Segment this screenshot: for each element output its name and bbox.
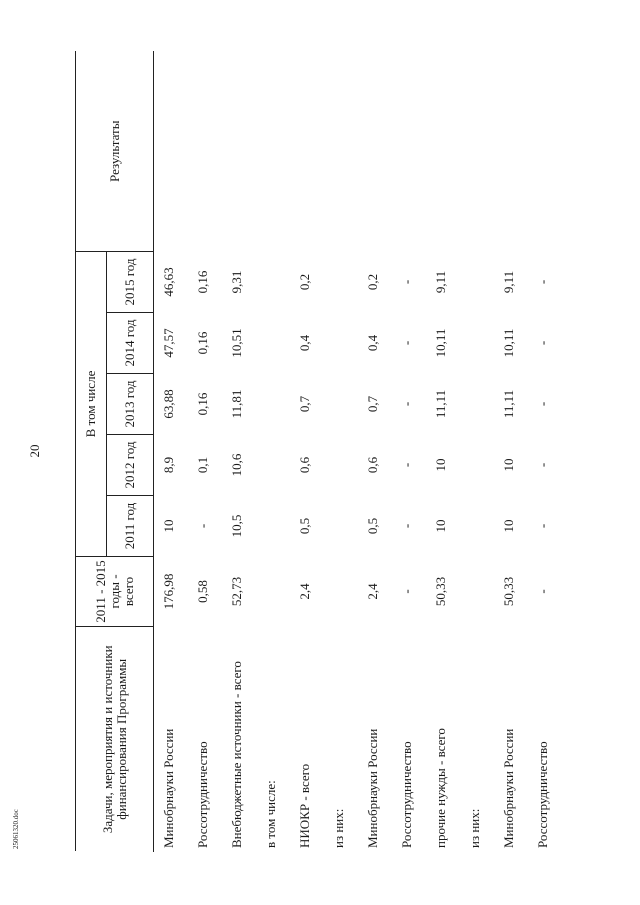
year-value: - bbox=[398, 523, 414, 529]
result-cell bbox=[494, 51, 528, 251]
row-label: из них: bbox=[330, 808, 346, 848]
year-value: 11,11 bbox=[432, 389, 448, 419]
year-header: 2014 год bbox=[107, 313, 154, 374]
year-value bbox=[460, 496, 494, 557]
year-value bbox=[256, 251, 290, 312]
table-row bbox=[324, 51, 358, 851]
year-value: 0,6 bbox=[296, 456, 312, 474]
year-value: - bbox=[398, 401, 414, 407]
year-value: 9,31 bbox=[228, 270, 244, 294]
year-value: 46,63 bbox=[161, 267, 176, 297]
year-value bbox=[256, 313, 290, 374]
row-label: НИОКР - всего bbox=[296, 763, 312, 848]
total-header: 2011 - 2015 годы - всего bbox=[76, 557, 154, 627]
year-header: 2011 год bbox=[107, 496, 154, 557]
year-value: 0,1 bbox=[194, 456, 210, 474]
including-header: В том числе bbox=[76, 251, 107, 556]
year-value: 11,81 bbox=[228, 389, 244, 419]
year-value: 10,11 bbox=[432, 328, 448, 358]
total-value: - bbox=[534, 589, 550, 594]
year-value: 0,4 bbox=[296, 334, 312, 352]
year-value: 10,5 bbox=[228, 514, 244, 538]
financing-table bbox=[75, 51, 562, 852]
table-row bbox=[460, 51, 494, 851]
row-label: Внебюджетные источники - всего bbox=[228, 661, 244, 848]
result-cell bbox=[188, 51, 222, 251]
year-value bbox=[460, 251, 494, 312]
year-value: 10,51 bbox=[228, 328, 244, 358]
total-value: 52,73 bbox=[228, 576, 244, 607]
row-label: Россотрудничество bbox=[534, 741, 550, 848]
total-value: - bbox=[398, 589, 414, 594]
row-label: Минобрнауки России bbox=[364, 728, 380, 848]
result-cell bbox=[460, 51, 494, 251]
table-row bbox=[494, 51, 528, 851]
year-value: 9,11 bbox=[432, 270, 448, 294]
year-value bbox=[324, 313, 358, 374]
year-value: 0,16 bbox=[194, 270, 210, 294]
result-cell bbox=[290, 51, 324, 251]
total-value bbox=[324, 557, 358, 627]
year-header: 2012 год bbox=[107, 435, 154, 496]
year-value: 47,57 bbox=[161, 328, 176, 358]
row-label: Россотрудничество bbox=[398, 741, 414, 848]
year-value: 10 bbox=[432, 519, 448, 533]
row-label: в том числе: bbox=[262, 780, 278, 848]
table-body bbox=[154, 51, 562, 851]
year-value: 0,4 bbox=[364, 334, 380, 352]
row-label: Минобрнауки России bbox=[500, 728, 516, 848]
year-value bbox=[256, 496, 290, 557]
year-value: 10 bbox=[500, 458, 516, 472]
year-value: 0,7 bbox=[296, 395, 312, 413]
year-value bbox=[460, 435, 494, 496]
total-value bbox=[460, 557, 494, 627]
total-value: 0,58 bbox=[194, 580, 210, 603]
year-value bbox=[256, 435, 290, 496]
year-value: 0,7 bbox=[364, 395, 380, 413]
year-value: - bbox=[194, 523, 210, 529]
year-value: - bbox=[398, 279, 414, 285]
year-value: - bbox=[534, 279, 550, 285]
total-value: 50,33 bbox=[432, 576, 448, 607]
total-value: 50,33 bbox=[500, 576, 516, 607]
year-value: - bbox=[534, 462, 550, 468]
year-value: 0,6 bbox=[364, 456, 380, 474]
table-row bbox=[358, 51, 392, 851]
year-value: - bbox=[534, 340, 550, 346]
total-value: 176,98 bbox=[161, 573, 176, 610]
year-value: - bbox=[534, 523, 550, 529]
document-footer: 25061320.doc bbox=[12, 809, 20, 849]
table-row bbox=[290, 51, 324, 851]
result-cell bbox=[392, 51, 426, 251]
table-row bbox=[256, 51, 290, 851]
tasks-header: Задачи, мероприятия и источники финансирования Программы bbox=[76, 627, 154, 852]
year-value: 10 bbox=[432, 458, 448, 472]
year-value: 10 bbox=[500, 519, 516, 533]
result-cell bbox=[256, 51, 290, 251]
year-value: 10,6 bbox=[228, 453, 244, 477]
year-value: - bbox=[398, 462, 414, 468]
year-value: 9,11 bbox=[500, 270, 516, 294]
year-value: 0,16 bbox=[194, 392, 210, 416]
total-value: 2,4 bbox=[364, 583, 380, 600]
total-value: 2,4 bbox=[296, 583, 312, 600]
year-value bbox=[324, 435, 358, 496]
result-cell bbox=[358, 51, 392, 251]
year-value: - bbox=[398, 340, 414, 346]
year-value: 11,11 bbox=[500, 389, 516, 419]
total-value bbox=[256, 557, 290, 627]
result-cell bbox=[528, 51, 562, 251]
year-value: 0,5 bbox=[296, 517, 312, 535]
table-row bbox=[528, 51, 562, 851]
year-value bbox=[460, 374, 494, 435]
page-number: 20 bbox=[27, 444, 42, 458]
result-cell bbox=[324, 51, 358, 251]
year-header: 2013 год bbox=[107, 374, 154, 435]
year-value: 0,2 bbox=[364, 273, 380, 291]
year-header: 2015 год bbox=[107, 251, 154, 312]
result-cell bbox=[426, 51, 460, 251]
year-value: - bbox=[534, 401, 550, 407]
year-value: 0,5 bbox=[364, 517, 380, 535]
row-label: из них: bbox=[466, 808, 482, 848]
year-value: 10,11 bbox=[500, 328, 516, 358]
year-value bbox=[324, 374, 358, 435]
year-value: 10 bbox=[161, 519, 176, 533]
results-header: Результаты bbox=[76, 51, 154, 251]
row-label: прочие нужды - всего bbox=[432, 728, 448, 848]
year-value bbox=[324, 496, 358, 557]
year-value: 0,16 bbox=[194, 331, 210, 355]
year-value: 63,88 bbox=[161, 389, 176, 419]
table-row bbox=[426, 51, 460, 851]
table-row bbox=[222, 51, 256, 851]
year-value bbox=[460, 313, 494, 374]
year-value bbox=[256, 374, 290, 435]
year-value bbox=[324, 251, 358, 312]
row-label: Минобрнауки России bbox=[161, 728, 176, 848]
table-row bbox=[392, 51, 426, 851]
year-value: 0,2 bbox=[296, 273, 312, 291]
year-value: 8,9 bbox=[161, 456, 176, 474]
table-row bbox=[154, 51, 188, 851]
result-cell bbox=[222, 51, 256, 251]
result-cell bbox=[154, 51, 188, 251]
header-row-1 bbox=[76, 51, 107, 851]
table-row bbox=[188, 51, 222, 851]
rotated-table-frame bbox=[75, 52, 631, 852]
row-label: Россотрудничество bbox=[194, 741, 210, 848]
